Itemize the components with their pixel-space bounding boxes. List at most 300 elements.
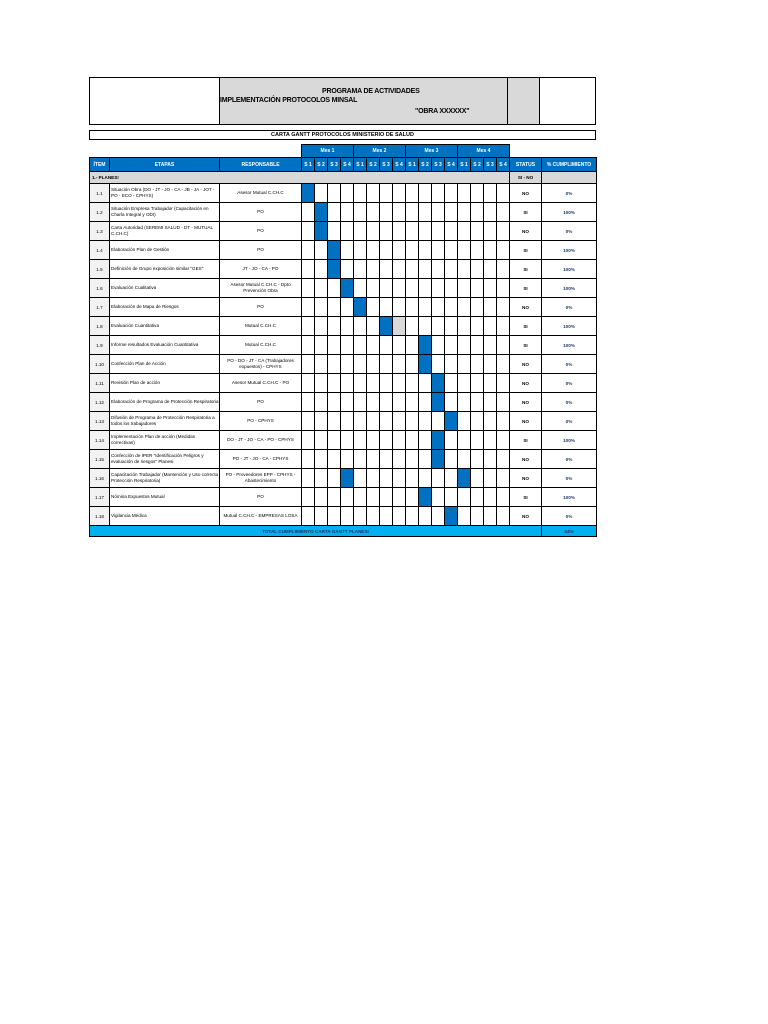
week-cell [354, 412, 367, 431]
week-cell [367, 469, 380, 488]
week-cell [302, 412, 315, 431]
week-cell [432, 222, 445, 241]
table-row [90, 469, 597, 488]
week-cell [354, 279, 367, 298]
week-cell [315, 431, 328, 450]
week-cell [419, 374, 432, 393]
total-label: TOTAL CUMPLIMIENTO CARTA GANTT PLANESI [90, 526, 542, 537]
week-cell [354, 507, 367, 526]
etapa-cell: Confección Plan de Acción [110, 355, 220, 374]
week-header: S 4 [497, 158, 510, 172]
cumplimiento-cell: 0% [542, 393, 597, 412]
week-cell [380, 488, 393, 507]
week-cell [393, 393, 406, 412]
week-cell [341, 241, 354, 260]
week-cell [367, 450, 380, 469]
gantt-bar [341, 279, 354, 298]
etapas-header: ETAPAS [110, 158, 220, 172]
week-cell [458, 431, 471, 450]
item-cell: 1.9 [90, 336, 110, 355]
week-cell [367, 203, 380, 222]
table-row [90, 222, 597, 241]
month-header: Mes 2 [354, 145, 406, 158]
week-cell [471, 317, 484, 336]
week-cell [315, 469, 328, 488]
item-cell: 1.3 [90, 222, 110, 241]
week-cell [406, 241, 419, 260]
week-cell [406, 279, 419, 298]
week-cell [328, 393, 341, 412]
week-cell [484, 241, 497, 260]
etapa-cell: Informe resultados Evaluación Cuantitativa [110, 336, 220, 355]
obra-title: "OBRA XXXXXX" [415, 108, 470, 115]
week-cell [315, 450, 328, 469]
week-cell [302, 298, 315, 317]
week-cell [432, 184, 445, 203]
week-cell [497, 317, 510, 336]
week-cell [458, 450, 471, 469]
header-right-cell [540, 78, 595, 124]
week-cell [406, 184, 419, 203]
week-cell [497, 298, 510, 317]
week-cell [341, 374, 354, 393]
week-cell [445, 393, 458, 412]
etapa-cell: Implementación Plan de acción (Medidas correctivas) [110, 431, 220, 450]
status-cell: SI [510, 260, 542, 279]
week-cell [341, 298, 354, 317]
week-cell [484, 488, 497, 507]
gantt-bar [432, 374, 445, 393]
item-cell: 1.11 [90, 374, 110, 393]
week-cell [367, 222, 380, 241]
week-cell [354, 241, 367, 260]
cumplimiento-cell: 100% [542, 336, 597, 355]
week-cell [380, 222, 393, 241]
week-cell [471, 431, 484, 450]
week-cell [406, 412, 419, 431]
week-cell [497, 184, 510, 203]
gantt-bar [432, 450, 445, 469]
week-header: S 1 [406, 158, 419, 172]
week-cell [328, 488, 341, 507]
week-cell [471, 279, 484, 298]
status-cell: NO [510, 412, 542, 431]
week-cell [328, 279, 341, 298]
status-header: STATUS [510, 158, 542, 172]
week-cell [302, 317, 315, 336]
responsable-cell: PO [220, 488, 302, 507]
week-cell [497, 241, 510, 260]
status-cell: NO [510, 393, 542, 412]
week-cell [393, 355, 406, 374]
week-cell [445, 317, 458, 336]
week-cell [406, 450, 419, 469]
table-row [90, 355, 597, 374]
week-cell [302, 507, 315, 526]
week-cell [302, 355, 315, 374]
week-cell [393, 203, 406, 222]
week-cell [367, 507, 380, 526]
status-cell: NO [510, 184, 542, 203]
etapa-cell: Confección de IPER "Identificación Peligros y evaluación de riesgos" Planesi [110, 450, 220, 469]
week-cell [380, 260, 393, 279]
week-cell [328, 203, 341, 222]
week-cell [380, 412, 393, 431]
item-cell: 1.13 [90, 412, 110, 431]
table-row [90, 431, 597, 450]
item-cell: 1.6 [90, 279, 110, 298]
week-cell [315, 184, 328, 203]
status-cell: SI [510, 336, 542, 355]
week-cell [419, 241, 432, 260]
week-cell [432, 488, 445, 507]
header-code-cell [508, 78, 540, 124]
week-cell [497, 431, 510, 450]
week-cell [445, 279, 458, 298]
week-cell [484, 222, 497, 241]
week-cell [328, 507, 341, 526]
week-cell [393, 336, 406, 355]
cumplimiento-cell: 0% [542, 355, 597, 374]
blank-cell [510, 145, 597, 158]
week-cell [328, 336, 341, 355]
week-cell [406, 336, 419, 355]
week-cell [367, 393, 380, 412]
week-cell [380, 336, 393, 355]
week-cell [471, 298, 484, 317]
week-cell [315, 507, 328, 526]
responsable-cell: PO - JT - JO - CA - CPHYS [220, 450, 302, 469]
item-cell: 1.1 [90, 184, 110, 203]
week-cell [484, 336, 497, 355]
responsable-cell: Mutual C.CH.C [220, 336, 302, 355]
week-cell [393, 450, 406, 469]
week-cell [341, 184, 354, 203]
week-cell [484, 374, 497, 393]
week-cell [419, 317, 432, 336]
week-cell [432, 241, 445, 260]
week-cell [341, 336, 354, 355]
week-cell [471, 393, 484, 412]
status-cell: NO [510, 450, 542, 469]
item-cell: 1.2 [90, 203, 110, 222]
table-row [90, 450, 597, 469]
week-cell [484, 412, 497, 431]
week-cell [406, 298, 419, 317]
gantt-bar [328, 241, 341, 260]
week-cell [471, 450, 484, 469]
item-cell: 1.18 [90, 507, 110, 526]
week-cell [380, 431, 393, 450]
week-cell [406, 317, 419, 336]
week-cell [432, 298, 445, 317]
status-cell: SI [510, 279, 542, 298]
week-cell [419, 393, 432, 412]
week-cell [484, 450, 497, 469]
gantt-bar [419, 355, 432, 374]
cumplimiento-cell: 0% [542, 184, 597, 203]
responsable-cell: Mutual C.CH.C [220, 317, 302, 336]
etapa-cell: Difusión de Programa de Protección Respiratoria a todos los trabajadores [110, 412, 220, 431]
etapa-cell: Revisión Plan de acción [110, 374, 220, 393]
item-header: ÍTEM [90, 158, 110, 172]
week-cell [406, 222, 419, 241]
week-cell [471, 469, 484, 488]
week-cell [393, 279, 406, 298]
week-cell [367, 298, 380, 317]
week-cell [341, 431, 354, 450]
cumplimiento-cell: 100% [542, 279, 597, 298]
week-header: S 3 [380, 158, 393, 172]
status-cell: NO [510, 355, 542, 374]
status-cell: NO [510, 469, 542, 488]
week-cell [458, 488, 471, 507]
week-cell [393, 412, 406, 431]
responsable-cell: PO [220, 222, 302, 241]
week-cell [341, 260, 354, 279]
week-cell [367, 355, 380, 374]
week-cell [458, 355, 471, 374]
week-cell [315, 393, 328, 412]
week-cell [341, 393, 354, 412]
week-cell [419, 203, 432, 222]
week-cell [432, 279, 445, 298]
responsable-cell: PO - CPHYS [220, 412, 302, 431]
week-cell [341, 450, 354, 469]
week-cell [393, 184, 406, 203]
week-cell [406, 431, 419, 450]
cumplimiento-cell: 0% [542, 469, 597, 488]
section-row [90, 172, 597, 184]
week-cell [419, 412, 432, 431]
week-cell [432, 203, 445, 222]
week-cell [328, 355, 341, 374]
etapa-cell: Elaboración de Mapa de Riesgos [110, 298, 220, 317]
week-cell [497, 507, 510, 526]
week-cell [315, 317, 328, 336]
week-cell [354, 469, 367, 488]
logo-cell [90, 78, 220, 124]
week-cell [380, 393, 393, 412]
item-cell: 1.8 [90, 317, 110, 336]
week-cell [471, 488, 484, 507]
item-cell: 1.5 [90, 260, 110, 279]
table-row [90, 507, 597, 526]
gantt-bar [341, 469, 354, 488]
week-cell [315, 412, 328, 431]
week-cell [445, 298, 458, 317]
week-cell [354, 393, 367, 412]
week-cell [354, 488, 367, 507]
week-cell [445, 488, 458, 507]
week-cell [315, 298, 328, 317]
status-cell: SI [510, 203, 542, 222]
week-header: S 4 [445, 158, 458, 172]
week-cell [354, 203, 367, 222]
week-cell [302, 488, 315, 507]
week-cell [458, 222, 471, 241]
week-cell [302, 469, 315, 488]
table-row [90, 184, 597, 203]
table-row [90, 298, 597, 317]
week-cell [471, 374, 484, 393]
week-cell [432, 317, 445, 336]
status-cell: SI [510, 431, 542, 450]
week-cell [354, 336, 367, 355]
item-cell: 1.10 [90, 355, 110, 374]
week-cell [497, 469, 510, 488]
week-cell [380, 450, 393, 469]
week-cell [315, 260, 328, 279]
column-header-row [90, 158, 597, 172]
report-header [89, 77, 596, 125]
responsable-cell: DO - JT - JO - CA - PO - CPHYS [220, 431, 302, 450]
week-cell [380, 203, 393, 222]
cumplimiento-cell: 100% [542, 431, 597, 450]
week-cell [484, 184, 497, 203]
week-cell [432, 355, 445, 374]
week-cell [484, 469, 497, 488]
week-cell [497, 260, 510, 279]
week-cell [380, 241, 393, 260]
week-cell [354, 260, 367, 279]
week-cell [458, 279, 471, 298]
week-cell [302, 241, 315, 260]
week-cell [393, 298, 406, 317]
week-cell [315, 336, 328, 355]
week-cell [497, 355, 510, 374]
table-row [90, 317, 597, 336]
week-cell [302, 431, 315, 450]
status-cell: NO [510, 374, 542, 393]
week-cell [328, 469, 341, 488]
week-header: S 2 [367, 158, 380, 172]
responsable-cell: Asesor Mutual C.CH.C [220, 184, 302, 203]
week-cell [354, 222, 367, 241]
week-header: S 2 [471, 158, 484, 172]
week-cell [328, 317, 341, 336]
week-cell [471, 336, 484, 355]
week-header: S 1 [458, 158, 471, 172]
week-cell [315, 241, 328, 260]
etapa-cell: Vigilancia Médica [110, 507, 220, 526]
week-cell [458, 184, 471, 203]
week-cell [302, 222, 315, 241]
month-header: Mes 1 [302, 145, 354, 158]
week-cell [458, 241, 471, 260]
week-cell [354, 317, 367, 336]
week-cell [380, 184, 393, 203]
month-header-row [90, 145, 597, 158]
week-cell [393, 317, 406, 336]
item-cell: 1.4 [90, 241, 110, 260]
cumplimiento-cell: 100% [542, 488, 597, 507]
week-cell [380, 374, 393, 393]
status-cell: SI [510, 317, 542, 336]
week-cell [367, 317, 380, 336]
week-cell [406, 393, 419, 412]
etapa-cell: Evaluación Cualitativa [110, 279, 220, 298]
gantt-bar [432, 393, 445, 412]
gantt-bar [419, 336, 432, 355]
week-cell [393, 507, 406, 526]
etapa-cell: Carta Autoridad (SEREMI SALUD - DT - MUTUAL C.CH.C) [110, 222, 220, 241]
week-cell [367, 412, 380, 431]
month-header: Mes 3 [406, 145, 458, 158]
week-cell [484, 298, 497, 317]
table-row [90, 203, 597, 222]
week-cell [419, 184, 432, 203]
week-cell [354, 184, 367, 203]
week-cell [406, 507, 419, 526]
week-cell [380, 298, 393, 317]
responsable-cell: PO [220, 298, 302, 317]
week-cell [393, 241, 406, 260]
week-cell [445, 336, 458, 355]
week-cell [484, 260, 497, 279]
week-cell [380, 355, 393, 374]
week-cell [328, 412, 341, 431]
status-cell: NO [510, 507, 542, 526]
week-cell [341, 412, 354, 431]
cumplimiento-cell: 0% [542, 222, 597, 241]
week-cell [445, 184, 458, 203]
responsable-cell: PO [220, 393, 302, 412]
week-cell [445, 469, 458, 488]
week-cell [302, 203, 315, 222]
item-cell: 1.14 [90, 431, 110, 450]
week-header: S 2 [315, 158, 328, 172]
week-cell [341, 317, 354, 336]
week-cell [445, 222, 458, 241]
cumplimiento-cell: 100% [542, 317, 597, 336]
week-cell [432, 336, 445, 355]
week-cell [302, 279, 315, 298]
week-cell [458, 298, 471, 317]
gantt-bar [315, 222, 328, 241]
week-cell [341, 507, 354, 526]
week-cell [367, 336, 380, 355]
week-cell [406, 260, 419, 279]
week-cell [367, 279, 380, 298]
week-cell [328, 222, 341, 241]
title-cell [220, 78, 508, 124]
cumplimiento-cell: 0% [542, 450, 597, 469]
gantt-bar [354, 298, 367, 317]
week-cell [497, 488, 510, 507]
section-status: SI - NO [510, 172, 542, 184]
week-cell [497, 222, 510, 241]
etapa-cell: Elaboración Plan de Gestión [110, 241, 220, 260]
table-row [90, 279, 597, 298]
week-header: S 3 [484, 158, 497, 172]
gantt-body [90, 184, 597, 526]
week-cell [302, 374, 315, 393]
week-cell [458, 317, 471, 336]
week-cell [341, 488, 354, 507]
week-cell [315, 374, 328, 393]
week-cell [341, 355, 354, 374]
responsable-cell: JT - JO - CA - PO [220, 260, 302, 279]
week-cell [367, 431, 380, 450]
week-cell [497, 393, 510, 412]
week-cell [354, 431, 367, 450]
week-cell [302, 393, 315, 412]
cumplimiento-cell: 0% [542, 507, 597, 526]
week-cell [432, 412, 445, 431]
week-cell [367, 260, 380, 279]
week-cell [354, 355, 367, 374]
